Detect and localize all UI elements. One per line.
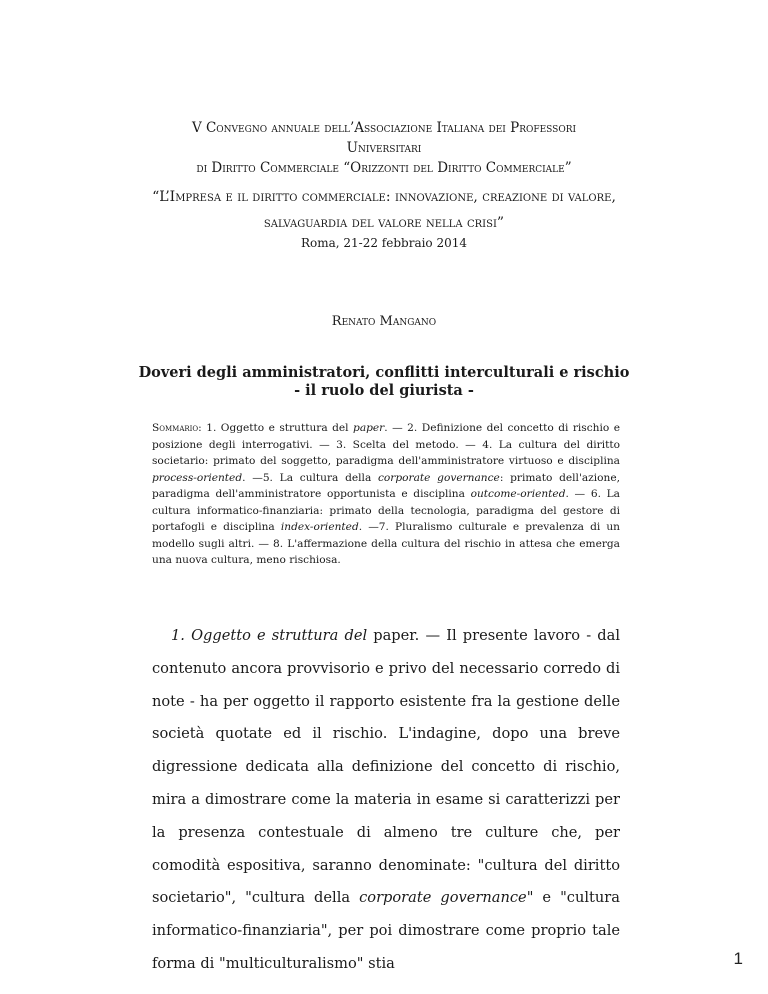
conference-date: Roma, 21-22 febbraio 2014 bbox=[300, 236, 468, 250]
conference-theme bbox=[60, 184, 708, 236]
conference-line-1: V Convegno annuale dell’Associazione Italiana dei Professori bbox=[191, 120, 577, 136]
summary-text: . — 6. La cultura informatico-finanziaria: primato della tecnologia, paradigma del gestore di portafogli e disciplina bbox=[152, 488, 620, 533]
page-number: 1 bbox=[733, 949, 743, 968]
summary-text: . — 2. Definizione del concetto di rischio e posizione degli interrogativi. — 3. Scelta del metodo. — 4. La cultura del diritto societario: primato del soggetto, paradigma dell'amministratore virtuoso e disciplina bbox=[152, 422, 620, 467]
theme-line-2: salvaguardia del valore nella crisi” bbox=[263, 215, 505, 231]
paper-title bbox=[60, 364, 708, 400]
summary-abstract bbox=[152, 420, 620, 569]
section-heading-rest: paper. bbox=[367, 627, 420, 644]
summary-label: Sommario bbox=[152, 422, 199, 434]
summary-italic: index-oriented bbox=[280, 521, 359, 533]
author-name: Renato Mangano bbox=[331, 314, 437, 329]
body-italic: corporate governance bbox=[359, 889, 527, 907]
summary-italic: paper bbox=[353, 422, 385, 434]
conference-line-3: di Diritto Commerciale “Orizzonti del Diritto Commerciale” bbox=[196, 160, 572, 176]
summary-italic: corporate governance bbox=[378, 471, 500, 484]
conference-line-2: Universitari bbox=[346, 140, 422, 156]
summary-text: : primato dell'azione, paradigma dell'amministratore opportunista e disciplina bbox=[152, 471, 620, 500]
title-line-1: Doveri degli amministratori, conflitti interculturali e rischio bbox=[138, 364, 630, 381]
summary-italic: process-oriented bbox=[152, 471, 243, 484]
body-text: " e "cultura informatico-finanziaria", per poi dimostrare come proprio tale forma di "multiculturalismo" stia bbox=[152, 889, 620, 972]
conference-header bbox=[60, 118, 708, 178]
theme-line-1: “L’Impresa e il diritto commerciale: innovazione, creazione di valore, bbox=[152, 189, 616, 205]
summary-italic: outcome-oriented bbox=[470, 488, 566, 500]
section-heading: 1. Oggetto e struttura del bbox=[171, 627, 368, 644]
body-paragraph bbox=[152, 620, 620, 981]
summary-text: : 1. Oggetto e struttura del bbox=[198, 422, 354, 434]
title-line-2: - il ruolo del giurista - bbox=[294, 382, 474, 399]
summary-text: . —5. La cultura della bbox=[242, 471, 378, 484]
body-text: — Il presente lavoro - dal contenuto ancora provvisorio e privo del necessario corredo di note - ha per oggetto il rapporto esistente fra la gestione delle società quotate ed il rischio. L'indagine, dopo una breve digressione dedicata alla definizione del concetto di rischio, mira a dimostrare come la materia in esame si caratterizzi per la presenza contestuale di almeno tre culture che, per comodità espositiva, saranno denominate: "cultura del diritto societario", "cultura della bbox=[152, 627, 620, 907]
summary-text: . —7. Pluralismo culturale e prevalenza di un modello sugli altri. — 8. L'affermazione della cultura del rischio in attesa che emerga una nuova cultura, meno rischiosa. bbox=[152, 521, 620, 566]
